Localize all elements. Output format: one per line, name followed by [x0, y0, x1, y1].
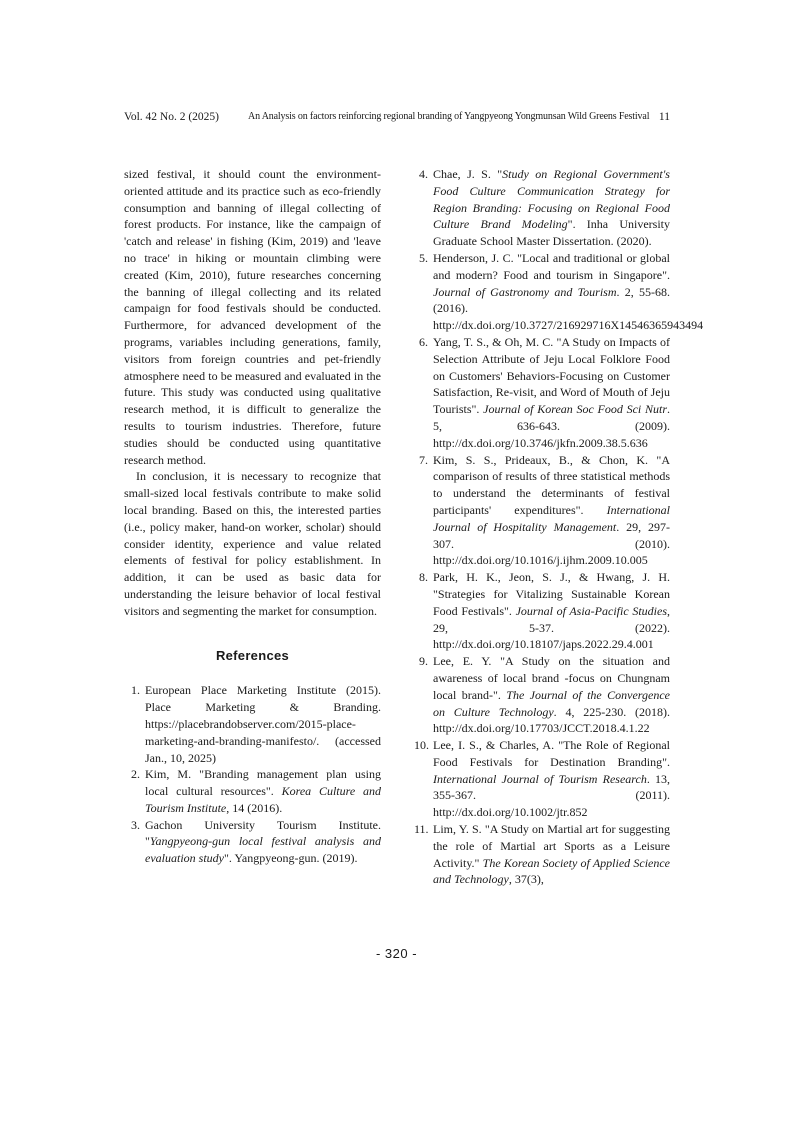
reference-item: 5. Henderson, J. C. "Local and traditional or global and modern? Food and tourism in Singapore". Journal of Gastronomy and Tourism. 2, 55-68. (2016). http://dx.doi.org/10.3727/216929716X14546365943494	[419, 250, 704, 333]
left-column	[124, 166, 381, 867]
page-footer-number: - 320 -	[375, 946, 418, 961]
reference-item: 3. Gachon University Tourism Institute. "Yangpyeong-gun local festival analysis and evaluation study". Yangpyeong-gun. (2019).	[131, 817, 381, 866]
running-title: An Analysis on factors reinforcing regional branding of Yangpyeong Yongmunsan Wild Greens Festival	[248, 111, 650, 122]
journal-volume: Vol. 42 No. 2 (2025)	[124, 111, 219, 123]
reference-item: 1. European Place Marketing Institute (2015). Place Marketing & Branding. https://placebrandobserver.com/2015-place-marketing-and-branding-manifesto/. (accessed Jan., 10, 2025)	[131, 683, 381, 765]
body-paragraph: sized festival, it should count the environment-oriented attitude and its practice such as eco-friendly consumption and banning of illegal collecting of forest products. For instance, like the campaign of 'catch and release' in fishing (Kim, 2019) and 'leave no trace' in hiking or mountain climbing were created (Kim, 2010), future researches concerning the banning of illegal collecting and its related campaign for food festivals should be conducted. Furthermore, for advanced development of the programs, variables including generations, family, visitors from foreign countries and pet-friendly atmosphere need to be measured and evaluated in the future. This study was conducted using qualitative research method, it is difficult to generalize the results to tourism industries. Therefore, future studies should be conducted using quantitative research method.	[124, 167, 381, 467]
reference-item: 10. Lee, I. S., & Charles, A. "The Role of Regional Food Festivals for Destination Branding". International Journal of Tourism Research. 13, 355-367. (2011). http://dx.doi.org/10.1002/jtr.852	[414, 738, 671, 820]
reference-list-continued	[414, 166, 704, 888]
reference-item: 11. Lim, Y. S. "A Study on Martial art for suggesting the role of Martial art Sports as a Leisure Activity." The Korean Society of Applied Science and Technology, 37(3),	[414, 822, 671, 887]
reference-item: 8. Park, H. K., Jeon, S. J., & Hwang, J. H. "Strategies for Vitalizing Sustainable Korean Food Festivals". Journal of Asia-Pacific Studies, 29, 5-37. (2022). http://dx.doi.org/10.18107/japs.2022.29.4.001	[419, 570, 670, 652]
reference-list	[124, 682, 381, 867]
reference-item: 2. Kim, M. "Branding management plan using local cultural resources". Korea Culture and Tourism Institute, 14 (2016).	[131, 767, 381, 815]
right-column	[414, 166, 704, 888]
header-page-number: 11	[658, 111, 670, 123]
reference-item: 4. Chae, J. S. "Study on Regional Government's Food Culture Communication Strategy for Region Branding: Focusing on Regional Food Culture Brand Modeling". Inha University Graduate School Master Dissertation. (2020).	[419, 167, 670, 249]
reference-item: 6. Yang, T. S., & Oh, M. C. "A Study on Impacts of Selection Attribute of Jeju Local Folklore Food on Customers' Behaviors-Focusing on Customer Satisfaction, Re-visit, and Word of Mouth of Jeju Tourists". Journal of Korean Soc Food Sci Nutr. 5, 636-643. (2009). http://dx.doi.org/10.3746/jkfn.2009.38.5.636	[419, 334, 670, 450]
reference-item: 7. Kim, S. S., Prideaux, B., & Chon, K. "A comparison of results of three statistical methods to understand the determinants of festival participants' expenditures". International Journal of Hospitality Management. 29, 297-307. (2010). http://dx.doi.org/10.1016/j.ijhm.2009.10.005	[419, 452, 670, 568]
body-paragraph: In conclusion, it is necessary to recognize that small-sized local festivals contribute to make solid local branding. Based on this, the interested parties (i.e., policy maker, hand-on worker, scholar) should consider identity, experience and value related elements of festival for policy establishment. In addition, it can be used as basic data for understanding the leisure behavior of local festival visitors and segmenting the market for consumption.	[124, 469, 381, 618]
reference-item: 9. Lee, E. Y. "A Study on the situation and awareness of local brand -focus on Chungnam local brand-". The Journal of the Convergence on Culture Technology. 4, 225-230. (2018). http://dx.doi.org/10.17703/JCCT.2018.4.1.22	[419, 654, 670, 736]
references-heading: References	[215, 647, 290, 663]
